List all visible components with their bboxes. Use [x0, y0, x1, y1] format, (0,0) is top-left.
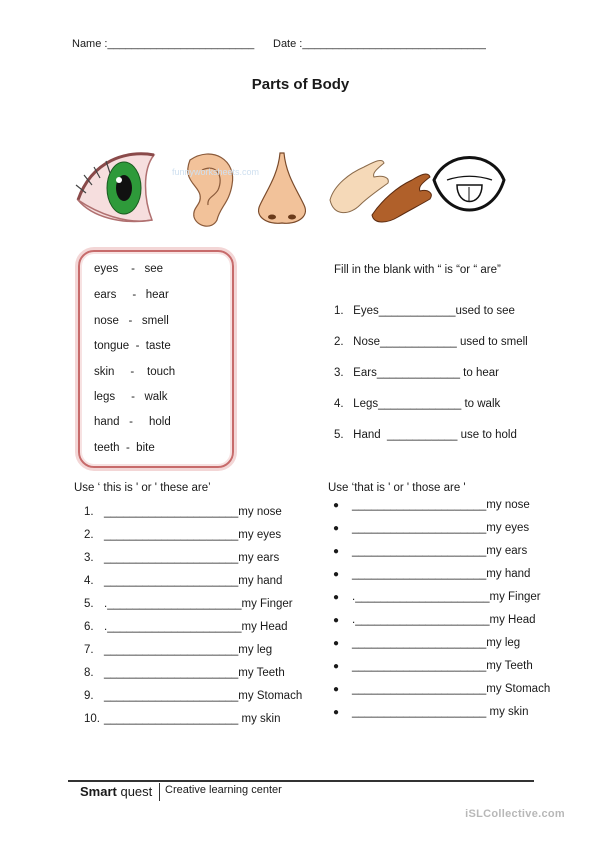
exercise-number: 6. — [84, 621, 94, 633]
ear-icon — [172, 154, 259, 226]
exercise-number: 5. — [84, 598, 94, 610]
word-pair-2: ears - hear — [94, 289, 169, 301]
footer-brand-rest: quest — [116, 784, 153, 799]
exercise-line: _____________________my hand — [104, 575, 283, 587]
bullet-icon: ● — [333, 684, 340, 695]
exercise-line: ._____________________my Finger — [352, 591, 541, 603]
bullet-icon: ● — [333, 546, 340, 557]
fill-blank-item: 5. Hand ___________ use to hold — [334, 429, 517, 441]
exercise-line: _____________________my ears — [352, 545, 528, 557]
exercise-line: _____________________my ears — [104, 552, 280, 564]
exercise-number: 2. — [84, 529, 94, 541]
exercise-number: 9. — [84, 690, 94, 702]
bullet-icon: ● — [333, 661, 340, 672]
that-those-instruction: Use ‘that is ' or ' those are ' — [328, 482, 466, 494]
bullet-icon: ● — [333, 592, 340, 603]
word-pair-3: nose - smell — [94, 315, 169, 327]
exercise-line: _____________________ my skin — [104, 713, 281, 725]
mouth-icon — [434, 158, 504, 211]
footer-brand-bold: Smart — [80, 784, 117, 799]
bullet-icon: ● — [333, 615, 340, 626]
site-watermark: iSLCollective.com — [465, 808, 565, 820]
bullet-icon: ● — [333, 500, 340, 511]
word-pair-5: skin - touch — [94, 366, 176, 378]
name-field-label: Name :________________________ — [72, 38, 255, 50]
exercise-line: _____________________my Teeth — [104, 667, 285, 679]
footer-brand — [80, 784, 152, 799]
this-these-instruction: Use ‘ this is ' or ' these are’ — [74, 482, 211, 494]
fill-blank-instruction: Fill in the blank with “ is “or “ are” — [334, 264, 501, 276]
exercise-line: _____________________my nose — [352, 499, 530, 511]
eye-icon — [76, 154, 154, 222]
date-field-label: Date :______________________________ — [273, 38, 486, 50]
footer-divider — [68, 780, 534, 782]
body-parts-pictures — [72, 145, 532, 230]
exercise-number: 1. — [84, 506, 94, 518]
exercise-number: 8. — [84, 667, 94, 679]
exercise-line: _____________________my leg — [352, 637, 521, 649]
word-pair-7: hand - hold — [94, 416, 171, 428]
page-title: Parts of Body — [251, 76, 350, 93]
exercise-line: _____________________ my skin — [352, 706, 529, 718]
nose-icon — [259, 153, 306, 223]
word-pair-8: teeth - bite — [94, 442, 155, 454]
exercise-number: 4. — [84, 575, 94, 587]
word-pair-6: legs - walk — [94, 391, 168, 403]
exercise-line: _____________________my eyes — [104, 529, 282, 541]
bullet-icon: ● — [333, 638, 340, 649]
exercise-line: _____________________my nose — [104, 506, 282, 518]
exercise-line: _____________________my Teeth — [352, 660, 533, 672]
bullet-icon: ● — [333, 707, 340, 718]
exercise-line: ._____________________my Finger — [104, 598, 293, 610]
exercise-line: ._____________________my Head — [352, 614, 536, 626]
exercise-number: 3. — [84, 552, 94, 564]
exercise-line: ._____________________my Head — [104, 621, 288, 633]
word-pair-4: tongue - taste — [94, 340, 171, 352]
hands-icon — [330, 160, 431, 222]
fill-blank-item: 1. Eyes____________used to see — [334, 305, 515, 317]
exercise-line: _____________________my Stomach — [352, 683, 551, 695]
bullet-icon: ● — [333, 523, 340, 534]
exercise-line: _____________________my eyes — [352, 522, 530, 534]
footer-tagline: Creative learning center — [165, 784, 282, 796]
fill-blank-item: 3. Ears_____________ to hear — [334, 367, 499, 379]
exercise-line: _____________________my hand — [352, 568, 531, 580]
overlay-watermark-text: funnyworksheets.com — [172, 167, 260, 177]
fill-blank-item: 4. Legs_____________ to walk — [334, 398, 501, 410]
fill-blank-item: 2. Nose____________ used to smell — [334, 336, 528, 348]
exercise-line: _____________________my Stomach — [104, 690, 303, 702]
word-pair-1: eyes - see — [94, 263, 164, 275]
exercise-number: 10. — [84, 713, 100, 725]
word-box — [78, 250, 234, 468]
exercise-number: 7. — [84, 644, 94, 656]
footer-separator — [159, 783, 160, 801]
exercise-line: _____________________my leg — [104, 644, 273, 656]
bullet-icon: ● — [333, 569, 340, 580]
